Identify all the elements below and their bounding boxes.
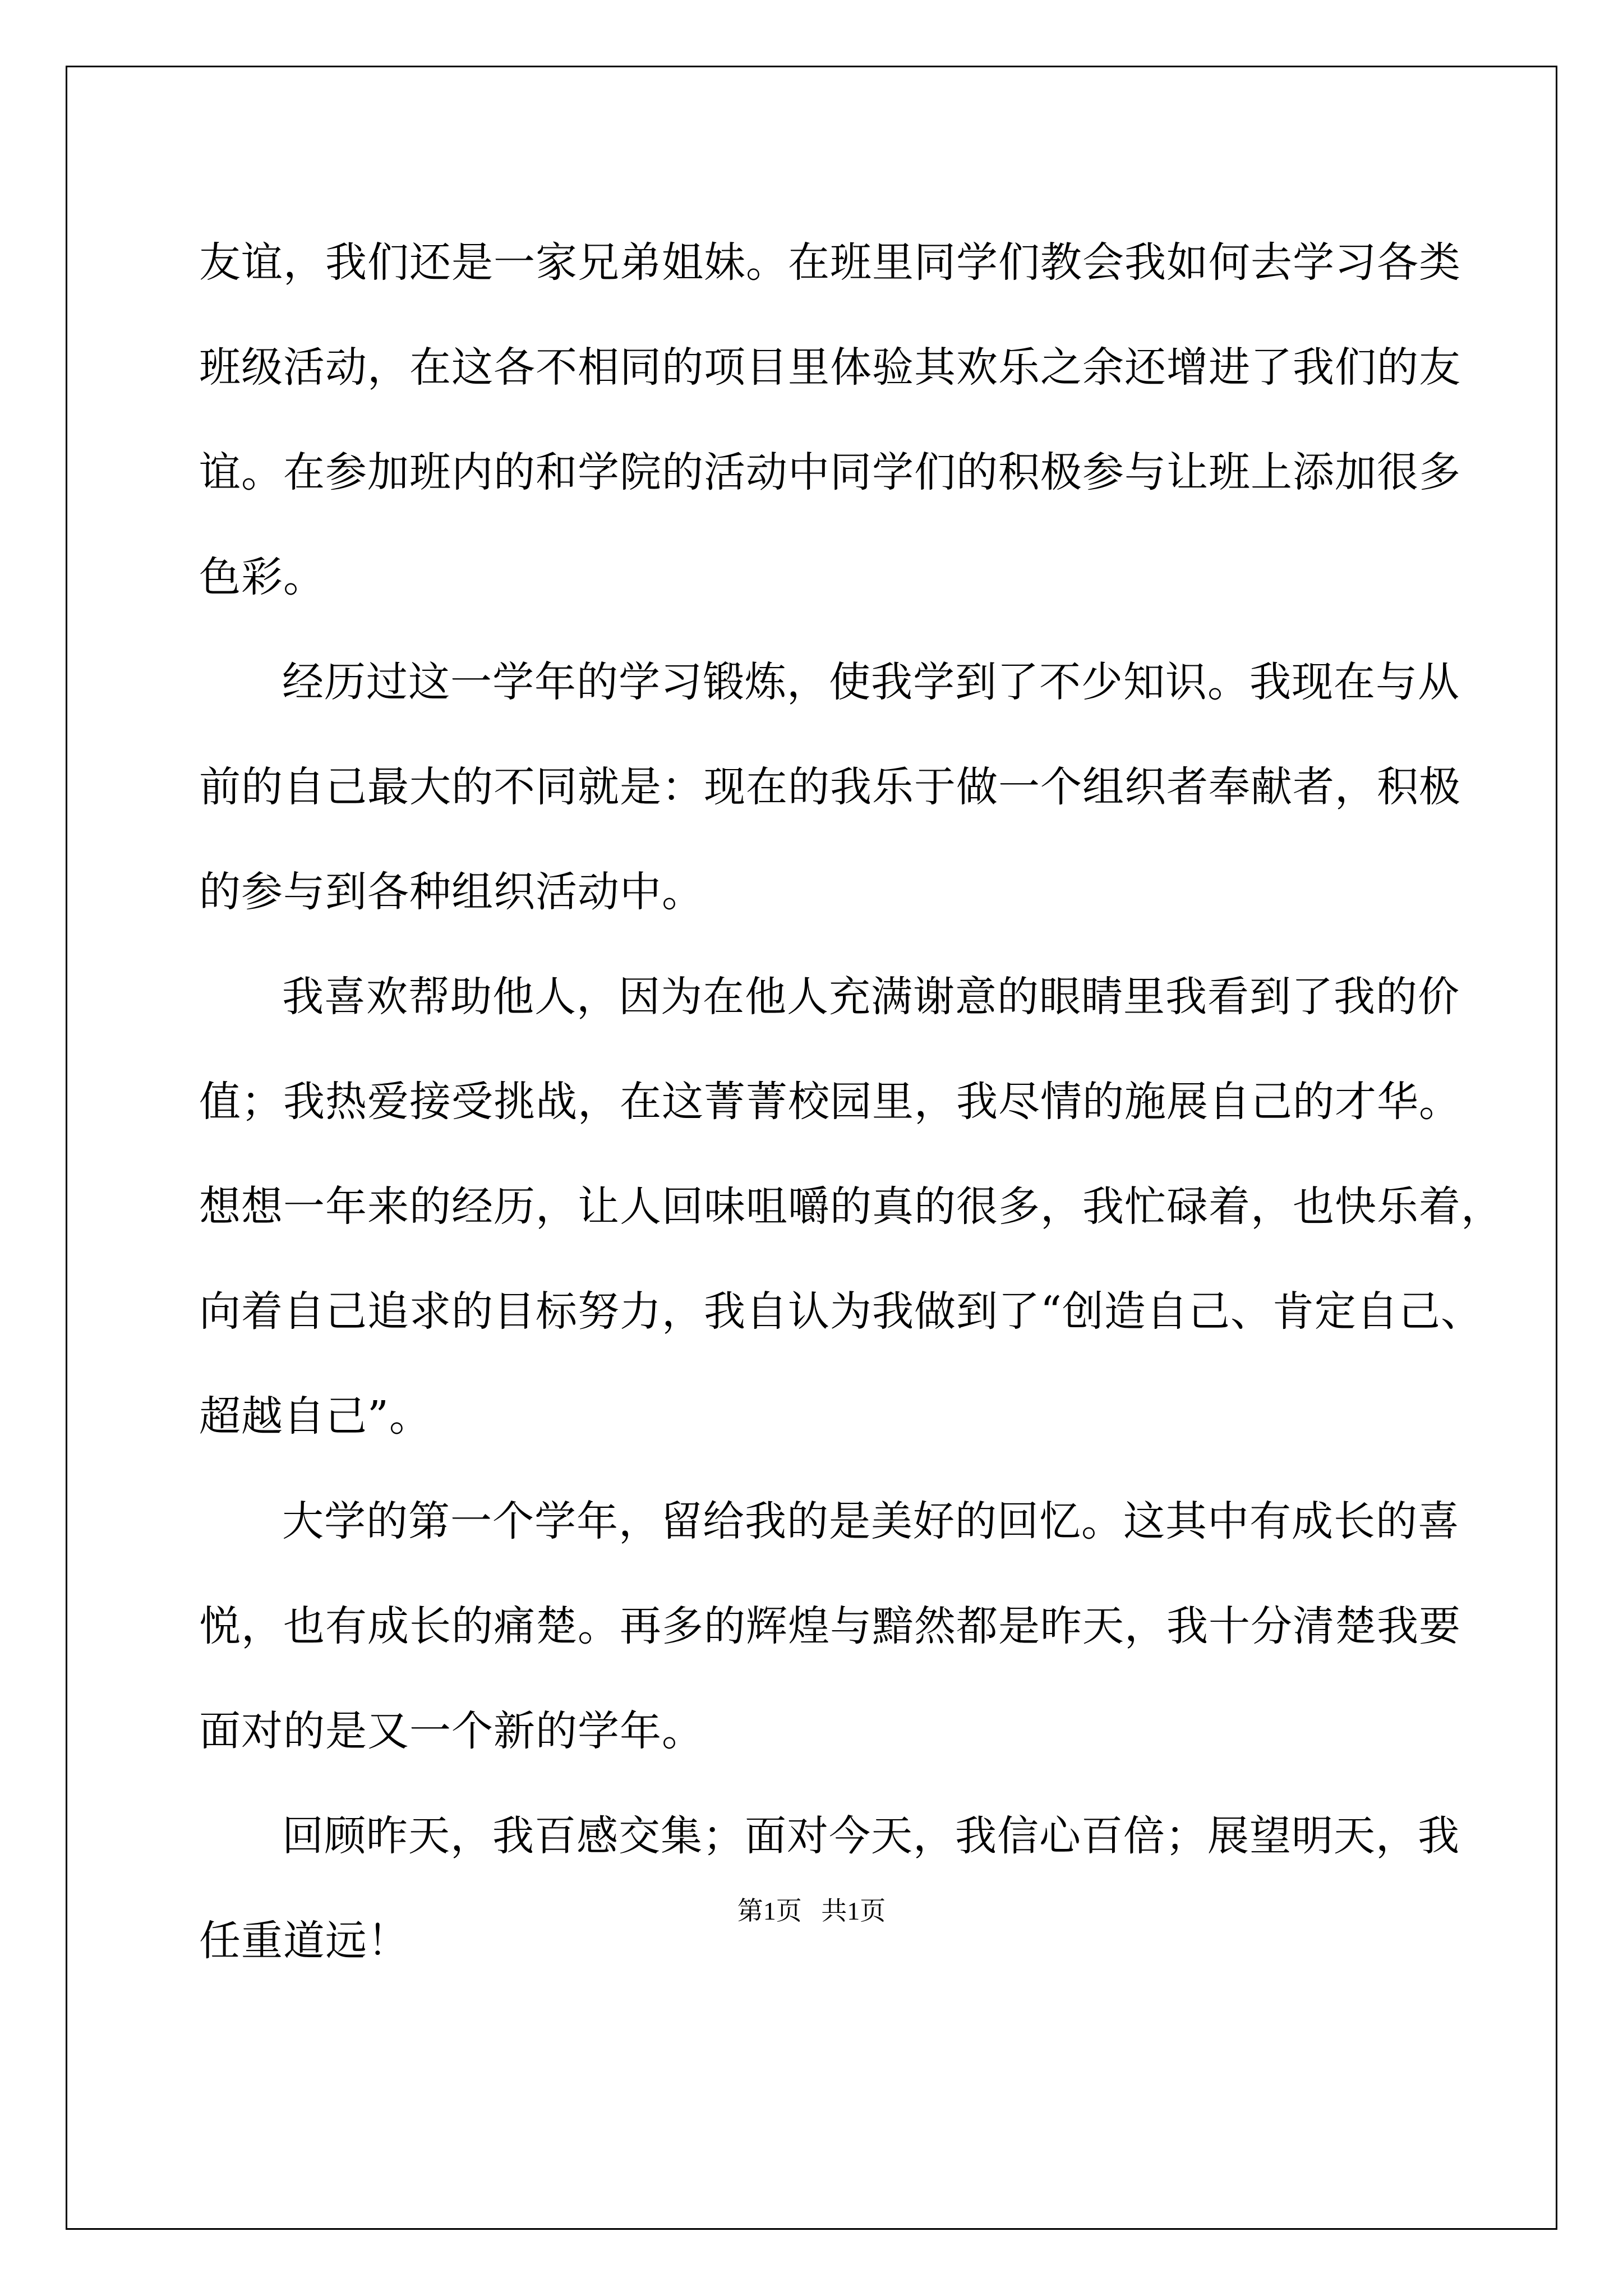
page-number-footer: 第1页 共1页 bbox=[737, 1897, 886, 1925]
text-line-9: 值；我热爱接受挑战，在这菁菁校园里，我尽情的施展自己的才华。 bbox=[199, 1078, 1461, 1126]
text-line-17: 任重道远！ bbox=[199, 1917, 409, 1965]
text-line-4: 色彩。 bbox=[199, 553, 325, 601]
text-line-1: 友谊，我们还是一家兄弟姐妹。在班里同学们教会我如何去学习各类 bbox=[199, 238, 1461, 287]
text-line-14: 悦，也有成长的痛楚。再多的辉煌与黯然都是昨天，我十分清楚我要 bbox=[199, 1602, 1461, 1650]
text-line-11: 向着自己追求的目标努力，我自认为我做到了“创造自己、肯定自己、 bbox=[199, 1287, 1483, 1336]
text-line-8: 我喜欢帮助他人，因为在他人充满谢意的眼睛里我看到了我的价 bbox=[282, 973, 1460, 1021]
text-line-6: 前的自己最大的不同就是：现在的我乐于做一个组织者奉献者，积极 bbox=[199, 763, 1461, 811]
text-line-7: 的参与到各种组织活动中。 bbox=[199, 868, 704, 916]
text-line-5: 经历过这一学年的学习锻炼，使我学到了不少知识。我现在与从 bbox=[282, 658, 1460, 706]
text-line-10: 想想一年来的经历，让人回味咀嚼的真的很多，我忙碌着，也快乐着， bbox=[199, 1182, 1503, 1231]
text-line-12: 超越自己”。 bbox=[199, 1392, 431, 1441]
text-line-16: 回顾昨天，我百感交集；面对今天，我信心百倍；展望明天，我 bbox=[282, 1812, 1460, 1860]
text-line-13: 大学的第一个学年，留给我的是美好的回忆。这其中有成长的喜 bbox=[282, 1497, 1460, 1545]
text-line-15: 面对的是又一个新的学年。 bbox=[199, 1707, 704, 1755]
document-body bbox=[199, 210, 1503, 1994]
text-line-3: 谊。在参加班内的和学院的活动中同学们的积极参与让班上添加很多 bbox=[199, 448, 1461, 496]
text-line-2: 班级活动，在这各不相同的项目里体验其欢乐之余还增进了我们的友 bbox=[199, 343, 1461, 392]
